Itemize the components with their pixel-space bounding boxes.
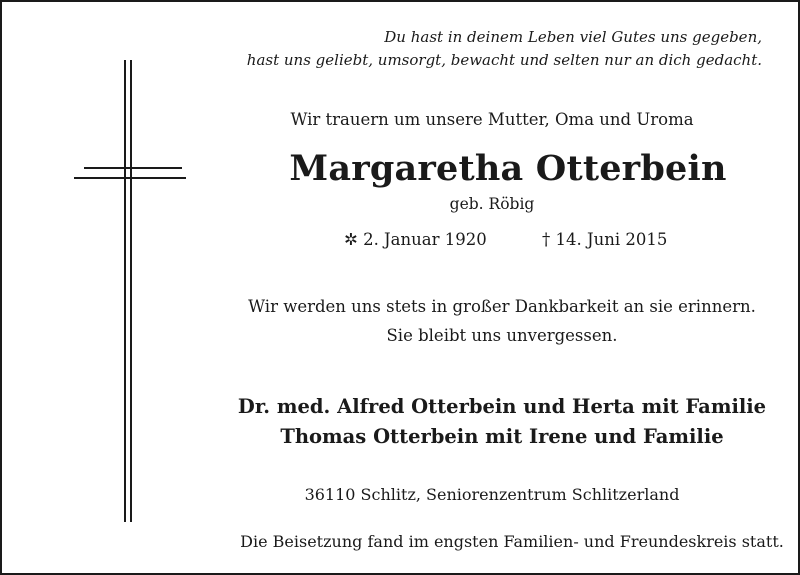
poem-line-2: hast uns geliebt, umsorgt, bewacht und selten nur an dich gedacht. xyxy=(246,51,762,69)
mourning-intro: Wir trauern um unsere Mutter, Oma und Uroma xyxy=(290,110,694,129)
maiden-name: geb. Röbig xyxy=(449,195,535,213)
thanks-message xyxy=(232,292,772,350)
deceased-name: Margaretha Otterbein xyxy=(289,148,727,189)
burial-note: Die Beisetzung fand im engsten Familien- und Freundeskreis statt. xyxy=(240,532,784,551)
cross-icon xyxy=(74,60,186,522)
poem-line-1: Du hast in deinem Leben viel Gutes uns gegeben, xyxy=(384,28,762,46)
death-date: † 14. Juni 2015 xyxy=(542,230,668,249)
mourners-list xyxy=(232,392,772,452)
memorial-poem xyxy=(232,26,762,72)
mourner-family-2: Thomas Otterbein mit Irene und Familie xyxy=(280,425,724,448)
birth-date: ✲ 2. Januar 1920 xyxy=(344,230,487,249)
thanks-line-2: Sie bleibt uns unvergessen. xyxy=(386,326,618,345)
mourner-family-1: Dr. med. Alfred Otterbein und Herta mit Familie xyxy=(237,395,767,418)
thanks-line-1: Wir werden uns stets in großer Dankbarkeit an sie erinnern. xyxy=(248,297,756,316)
address: 36110 Schlitz, Seniorenzentrum Schlitzerland xyxy=(304,485,680,504)
